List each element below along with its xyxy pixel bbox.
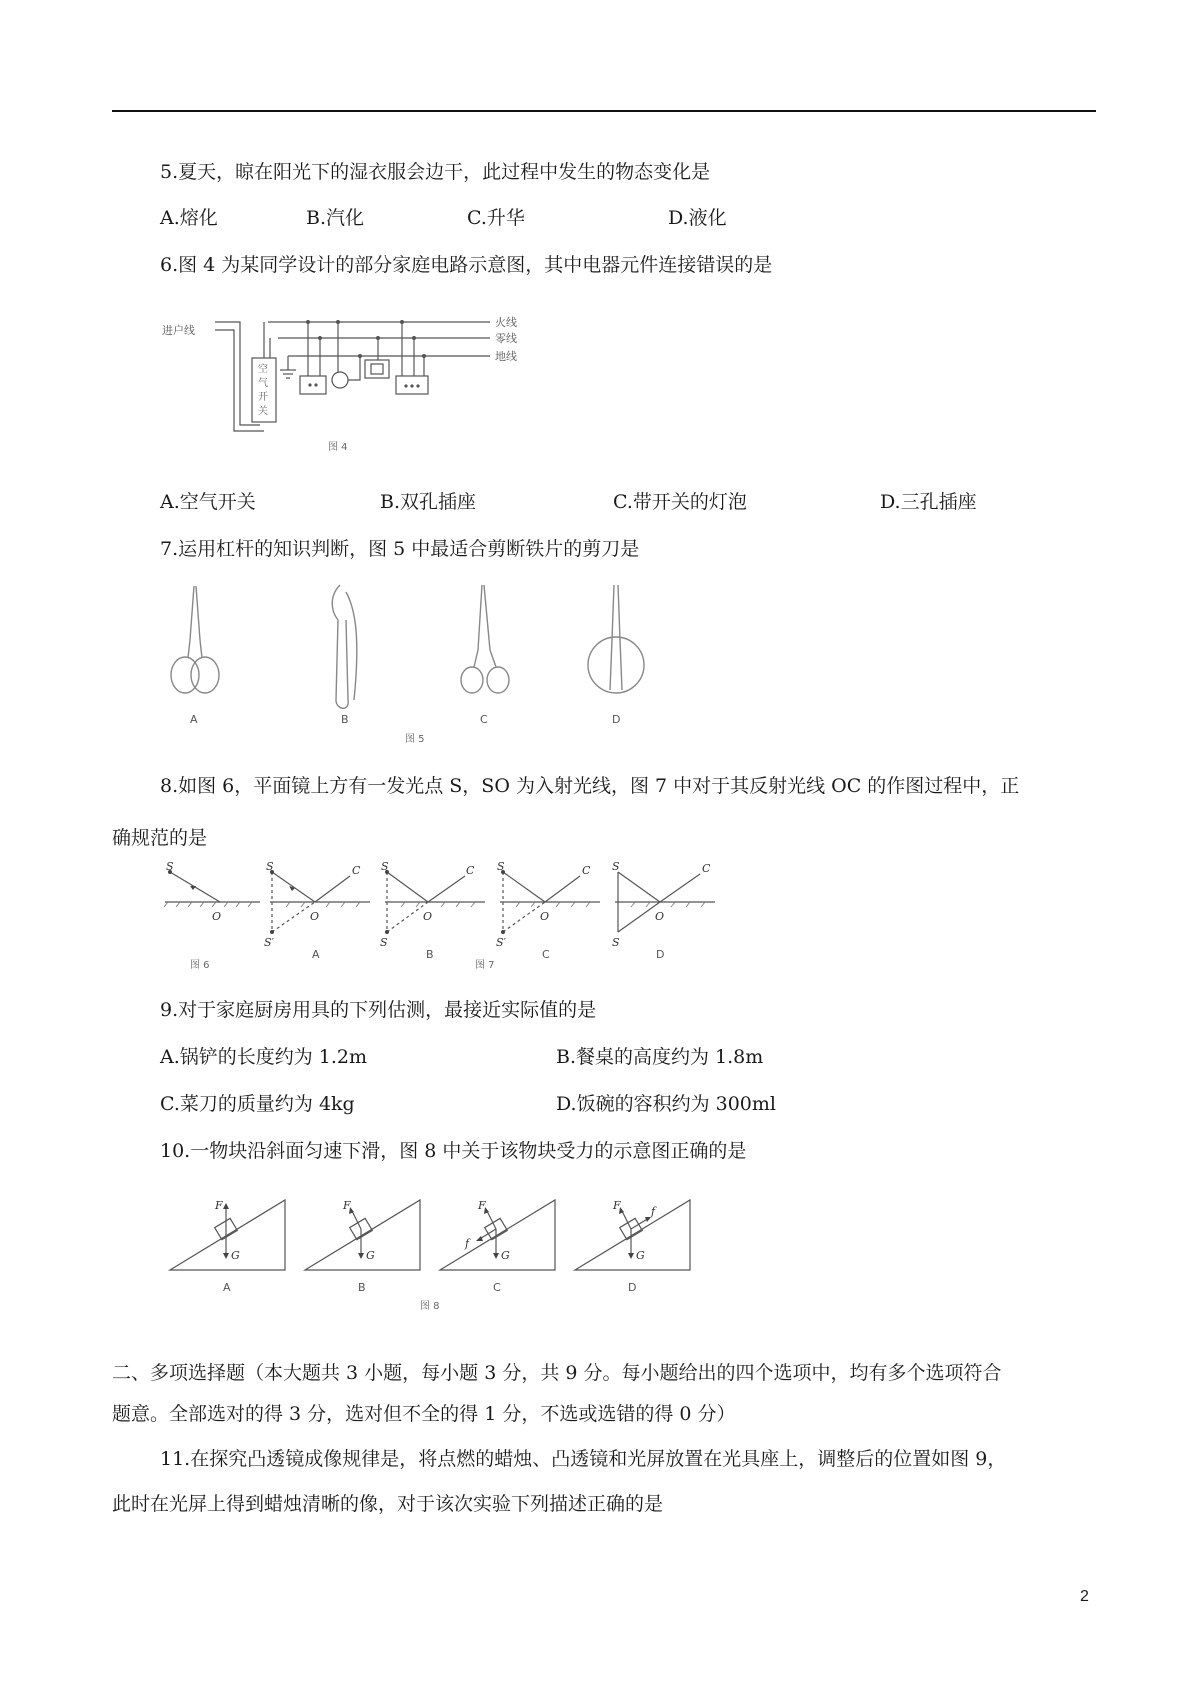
- fig8-label-b: B: [358, 1281, 366, 1294]
- q9-stem: 9.对于家庭厨房用具的下列估测，最接近实际值的是: [160, 999, 597, 1021]
- page-number: 2: [1080, 1588, 1089, 1605]
- live-line-label: 火线: [495, 316, 517, 329]
- figD-point-s-image: S: [612, 936, 620, 949]
- figA-point-o: O: [310, 910, 320, 923]
- section2-line1: 二、多项选择题（本大题共 3 小题，每小题 3 分，共 9 分。每小题给出的四个选项中，均有多个选项符合: [112, 1362, 1002, 1384]
- q6-stem: 6.图 4 为某同学设计的部分家庭电路示意图，其中电器元件连接错误的是: [160, 254, 773, 276]
- figD-force-g: G: [636, 1249, 645, 1262]
- fig8-label-c: C: [493, 1281, 501, 1294]
- q5-stem: 5.夏天，晾在阳光下的湿衣服会边干，此过程中发生的物态变化是: [160, 161, 711, 183]
- q5-option-a: A.熔化: [160, 207, 218, 229]
- figB-force-g: G: [366, 1249, 375, 1262]
- fig6-point-s: S: [166, 862, 174, 873]
- fig7-label-c: C: [542, 948, 550, 961]
- figure-8-caption: 图 8: [420, 1301, 440, 1312]
- q9-option-c: C.菜刀的质量约为 4kg: [160, 1093, 355, 1115]
- q6-option-a: A.空气开关: [160, 491, 256, 513]
- figure-8-incline: [165, 1195, 695, 1320]
- figD-point-c: C: [702, 862, 711, 875]
- q11-line1: 11.在探究凸透镜成像规律是，将点燃的蜡烛、凸透镜和光屏放置在光具座上，调整后的位置如图 9，: [160, 1448, 1007, 1470]
- fig5-label-b: B: [341, 713, 349, 726]
- figD-force-f: F: [613, 1199, 621, 1212]
- figure-4-circuit: [160, 300, 540, 465]
- figure-5-scissors: [160, 580, 680, 750]
- q9-option-d: D.饭碗的容积约为 300ml: [556, 1093, 776, 1115]
- figD-point-o: O: [655, 910, 665, 923]
- figB-force-f: F: [343, 1199, 351, 1212]
- q6-option-b: B.双孔插座: [380, 491, 477, 513]
- q5-option-d: D.液化: [668, 207, 727, 229]
- figure-7-caption: 图 7: [475, 960, 495, 971]
- section2-line2: 题意。全部选对的得 3 分，选对但不全的得 1 分，不选或选错的得 0 分）: [112, 1403, 736, 1425]
- figD-point-s: S: [612, 862, 620, 873]
- q5-option-c: C.升华: [467, 207, 525, 229]
- figC-force-friction: f: [465, 1237, 470, 1250]
- figC-point-s-image: S′: [496, 936, 507, 949]
- figA-force-f: F: [215, 1199, 223, 1212]
- fig5-label-a: A: [190, 713, 198, 726]
- figC-point-o: O: [540, 910, 550, 923]
- neutral-line-label: 零线: [495, 332, 517, 345]
- figD-force-friction: f: [651, 1205, 656, 1218]
- q8-stem-line1: 8.如图 6，平面镜上方有一发光点 S，SO 为入射光线，图 7 中对于其反射光线 OC 的作图过程中，正: [160, 775, 1020, 797]
- fig7-label-a: A: [312, 948, 320, 961]
- fig8-label-d: D: [628, 1281, 637, 1294]
- fig5-label-d: D: [612, 713, 621, 726]
- fig6-point-o: O: [212, 910, 222, 923]
- figure-4-caption: 图 4: [328, 442, 348, 453]
- breaker-char-2: 气: [258, 378, 268, 389]
- fig8-label-a: A: [223, 1281, 231, 1294]
- fig5-label-c: C: [480, 713, 488, 726]
- figC-point-c: C: [582, 864, 591, 877]
- figure-6-7-reflection: [160, 862, 720, 972]
- breaker-char-1: 空: [258, 364, 268, 375]
- ground-line-label: 地线: [495, 350, 517, 363]
- figure-6-caption: 图 6: [190, 960, 210, 971]
- q6-option-d: D.三孔插座: [880, 491, 977, 513]
- q10-stem: 10.一物块沿斜面匀速下滑，图 8 中关于该物块受力的示意图正确的是: [160, 1140, 747, 1162]
- figA-point-s-image: S′: [264, 936, 275, 949]
- figA-point-c: C: [352, 864, 361, 877]
- q9-option-a: A.锅铲的长度约为 1.2m: [160, 1046, 368, 1068]
- q7-stem: 7.运用杠杆的知识判断，图 5 中最适合剪断铁片的剪刀是: [160, 538, 640, 560]
- q8-stem-line2: 确规范的是: [112, 827, 208, 849]
- figB-point-o: O: [423, 910, 433, 923]
- fig7-label-b: B: [426, 948, 434, 961]
- q6-option-c: C.带开关的灯泡: [613, 491, 747, 513]
- breaker-char-4: 关: [258, 406, 268, 417]
- figA-point-s: S: [266, 862, 274, 873]
- header-rule: [112, 110, 1096, 112]
- figure-5-caption: 图 5: [405, 734, 425, 745]
- breaker-char-3: 开: [258, 392, 268, 403]
- q9-option-b: B.餐桌的高度约为 1.8m: [556, 1046, 764, 1068]
- fig7-label-d: D: [656, 948, 665, 961]
- q5-option-b: B.汽化: [306, 207, 365, 229]
- figA-force-g: G: [231, 1249, 240, 1262]
- figC-point-s: S: [497, 862, 505, 873]
- q11-line2: 此时在光屏上得到蜡烛清晰的像，对于该次实验下列描述正确的是: [112, 1493, 664, 1515]
- figC-force-g: G: [501, 1249, 510, 1262]
- incoming-line-label: 进户线: [162, 324, 195, 337]
- figB-point-s: S: [381, 862, 389, 873]
- figB-point-s-image: S: [380, 936, 388, 949]
- figB-point-c: C: [466, 864, 475, 877]
- figC-force-f: F: [478, 1199, 486, 1212]
